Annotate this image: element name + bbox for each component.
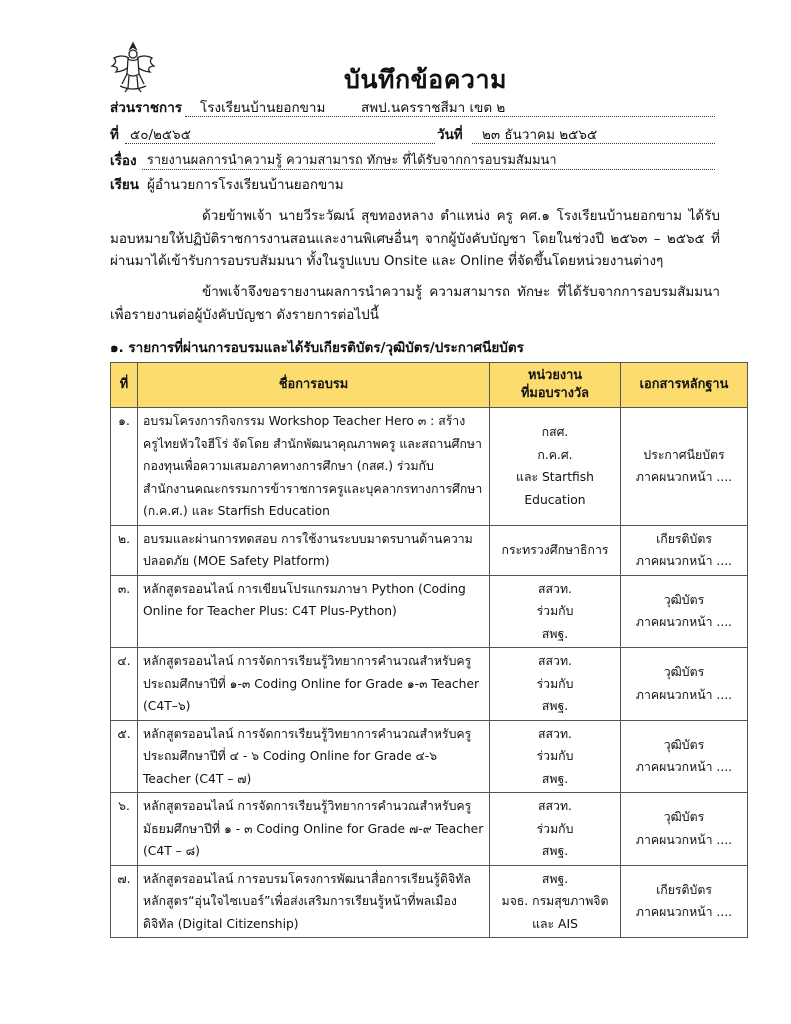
date-value: ๒๓ ธันวาคม ๒๕๖๕	[482, 127, 598, 143]
body-paragraph-1: ด้วยข้าพเจ้า นายวีระวัฒน์ สุขทองหลาง ตำแหน่ง ครู คศ.๑ โรงเรียนบ้านยอกขาม ได้รับมอบหมายให้ปฏิบัติราชการงานสอนและงานพิเศษอื่นๆ จากผู้บังคับบัญชา โดยในช่วงปี ๒๕๖๓ – ๒๕๖๕ ที่ผ่านมาได้เข้ารับการอบรบสัมมนา ทั้งในรูปแบบ Onsite และ Online ที่จัดขึ้นโดยหน่วยงานต่างๆ	[110, 208, 720, 269]
evidence-document: วุฒิบัตร ภาคผนวกหน้า ....	[621, 793, 748, 866]
row-number: ๓.	[111, 575, 138, 648]
training-name: หลักสูตรออนไลน์ การจัดการเรียนรู้วิทยาการคำนวณสำหรับครูประถมศึกษาปีที่ ๑-๓ Coding Online for Grade ๑-๓ Teacher (C4T–๖)	[138, 648, 490, 721]
training-table	[110, 362, 748, 938]
row-number: ๒.	[111, 525, 138, 575]
header-doc: เอกสารหลักฐาน	[621, 363, 748, 408]
date-label: วันที่	[437, 127, 463, 143]
awarding-agency: สสวท. ร่วมกับ สพฐ.	[490, 720, 621, 793]
table-row	[111, 720, 748, 793]
evidence-document: ประกาศนียบัตร ภาคผนวกหน้า ....	[621, 408, 748, 526]
header-name: ชื่อการอบรม	[138, 363, 490, 408]
evidence-document: วุฒิบัตร ภาคผนวกหน้า ....	[621, 648, 748, 721]
agency-school: โรงเรียนบ้านยอกขาม	[200, 100, 326, 116]
table-row	[111, 793, 748, 866]
training-name: หลักสูตรออนไลน์ การจัดการเรียนรู้วิทยาการคำนวณสำหรับครูประถมศึกษาปีที่ ๔ - ๖ Coding Online for Grade ๔-๖ Teacher (C4T – ๗)	[138, 720, 490, 793]
subject-label: เรื่อง	[110, 153, 137, 169]
body-paragraph-2: ข้าพเจ้าจึงขอรายงานผลการนำความรู้ ความสามารถ ทักษะ ที่ได้รับจากการอบรมสัมมนา เพื่อรายงานต่อผู้บังคับบัญชา ดังรายการต่อไปนี้	[110, 284, 720, 323]
section-title: ๑. รายการที่ผ่านการอบรมและได้รับเกียรติบัตร/วุฒิบัตร/ประกาศนียบัตร	[110, 340, 524, 356]
row-number: ๕.	[111, 720, 138, 793]
training-name: หลักสูตรออนไลน์ การอบรมโครงการพัฒนาสื่อการเรียนรู้ดิจิทัล หลักสูตร“อุ่นใจไซเบอร์”เพื่อส่งเสริมการเรียนรู้หน้าที่พลเมืองดิจิทัล (Digital Citizenship)	[138, 865, 490, 938]
row-number: ๗.	[111, 865, 138, 938]
header-org: หน่วยงาน ที่มอบรางวัล	[490, 363, 621, 408]
table-row	[111, 525, 748, 575]
agency-label: ส่วนราชการ	[110, 100, 183, 116]
ref-label: ที่	[110, 127, 119, 143]
header-no: ที่	[111, 363, 138, 408]
awarding-agency: กสศ. ก.ค.ศ. และ Startfish Education	[490, 408, 621, 526]
to-label: เรียน	[110, 177, 140, 193]
agency-underline	[185, 116, 715, 117]
awarding-agency: สสวท. ร่วมกับ สพฐ.	[490, 648, 621, 721]
subject-underline	[142, 169, 715, 170]
awarding-agency: สสวท. ร่วมกับ สพฐ.	[490, 793, 621, 866]
training-name: หลักสูตรออนไลน์ การเขียนโปรแกรมภาษา Python (Coding Online for Teacher Plus: C4T Plus-Python)	[138, 575, 490, 648]
row-number: ๖.	[111, 793, 138, 866]
awarding-agency: สพฐ. มจธ. กรมสุขภาพจิต และ AIS	[490, 865, 621, 938]
ref-value: ๕๐/๒๕๖๕	[130, 127, 191, 143]
date-underline	[472, 143, 715, 144]
awarding-agency: สสวท. ร่วมกับ สพฐ.	[490, 575, 621, 648]
evidence-document: เกียรติบัตร ภาคผนวกหน้า ....	[621, 865, 748, 938]
evidence-document: วุฒิบัตร ภาคผนวกหน้า ....	[621, 575, 748, 648]
table-row	[111, 648, 748, 721]
evidence-document: เกียรติบัตร ภาคผนวกหน้า ....	[621, 525, 748, 575]
table-row	[111, 865, 748, 938]
evidence-document: วุฒิบัตร ภาคผนวกหน้า ....	[621, 720, 748, 793]
training-name: อบรมโครงการกิจกรรม Workshop Teacher Hero ๓ : สร้างครูไทยหัวใจฮีโร่ จัดโดย สำนักพัฒนาคุณภาพครู และสถานศึกษา กองทุนเพื่อความเสมอภาคทางการศึกษา (กสศ.) ร่วมกับสำนักงานคณะกรรมการข้าราชการครูและบุคลากรทางการศึกษา (ก.ค.ศ.) และ Starfish Education	[138, 408, 490, 526]
ref-underline	[125, 143, 435, 144]
table-row	[111, 575, 748, 648]
row-number: ๔.	[111, 648, 138, 721]
table-header-row	[111, 363, 748, 408]
row-number: ๑.	[111, 408, 138, 526]
agency-line	[110, 98, 182, 118]
awarding-agency: กระทรวงศึกษาธิการ	[490, 525, 621, 575]
training-name: อบรมและผ่านการทดสอบ การใช้งานระบบมาตรบานด้านความปลอดภัย (MOE Safety Platform)	[138, 525, 490, 575]
training-name: หลักสูตรออนไลน์ การจัดการเรียนรู้วิทยาการคำนวณสำหรับครูมัธยมศึกษาปีที่ ๑ - ๓ Coding Online for Grade ๗-๙ Teacher (C4T – ๘)	[138, 793, 490, 866]
to-value: ผู้อำนวยการโรงเรียนบ้านยอกขาม	[147, 177, 344, 193]
agency-area: สพป.นครราชสีมา เขต ๒	[361, 100, 506, 116]
table-row	[111, 408, 748, 526]
memo-title: บันทึกข้อความ	[344, 65, 507, 94]
subject-value: รายงานผลการนำความรู้ ความสามารถ ทักษะ ที่ได้รับจากการอบรมสัมมนา	[147, 153, 557, 168]
